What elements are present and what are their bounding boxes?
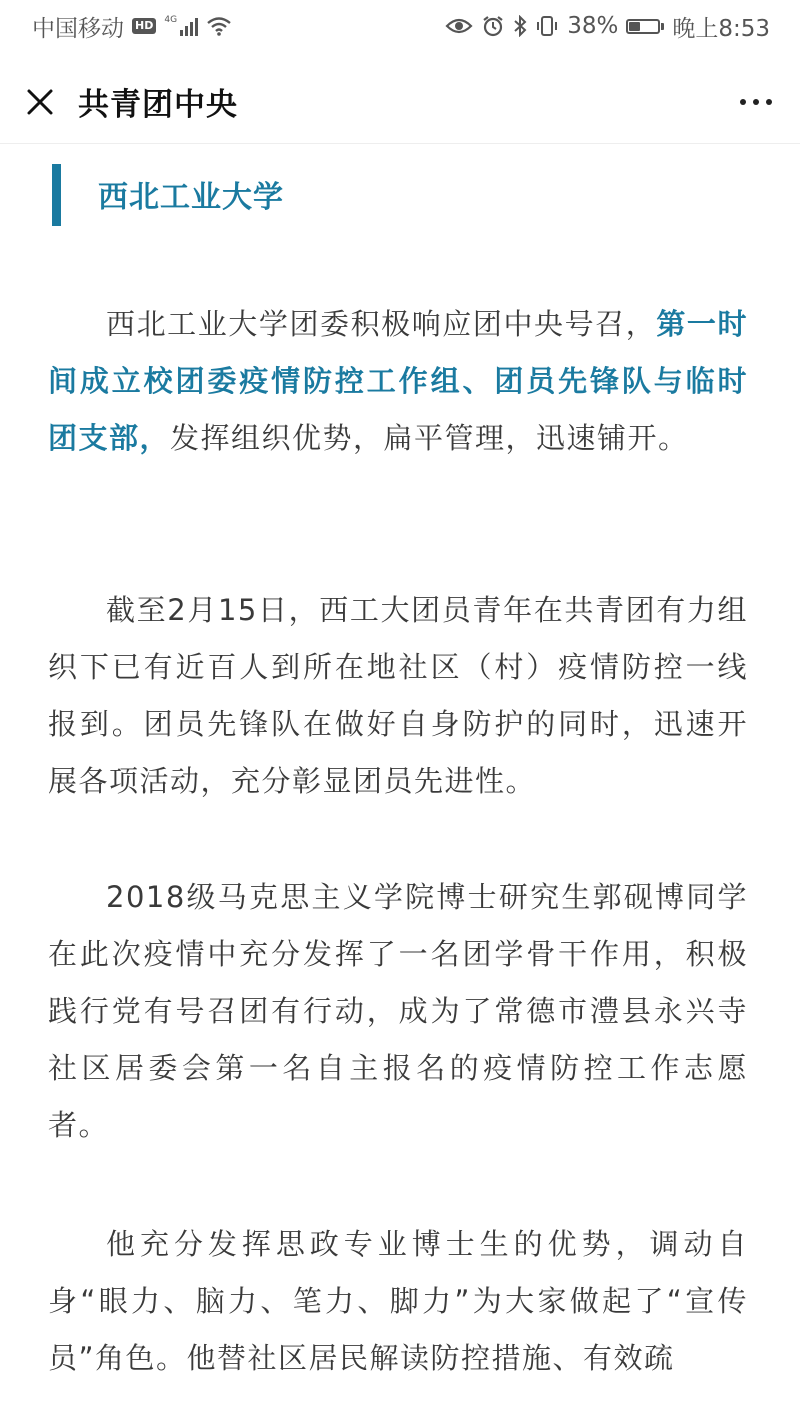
eye-icon xyxy=(445,17,473,35)
signal-icon xyxy=(164,16,198,36)
status-bar-left xyxy=(32,10,232,43)
battery-icon xyxy=(626,19,664,34)
section-header xyxy=(52,150,800,222)
article-paragraph-1 xyxy=(48,296,748,467)
more-icon-dot xyxy=(753,99,759,105)
more-icon-dot xyxy=(766,99,772,105)
carrier-label: 中国移动 xyxy=(32,15,124,42)
more-icon-dot xyxy=(740,99,746,105)
alarm-icon xyxy=(481,15,505,37)
battery-percent-label: 38% xyxy=(567,13,619,39)
article-body xyxy=(0,150,800,222)
nav-bar xyxy=(0,60,800,144)
section-title: 西北工业大学 xyxy=(98,180,284,215)
article-paragraph-3: 2018级马克思主义学院博士研究生郭砚博同学在此次疫情中充分发挥了一名团学骨干作用，积极践行党有号召团有行动，成为了常德市澧县永兴寺社区居委会第一名自主报名的疫情防控工作志愿者。 xyxy=(48,880,748,1142)
vibrate-icon xyxy=(535,15,559,37)
paragraph-1-tail: 发挥组织优势，扁平管理，迅速铺开。 xyxy=(170,421,689,455)
page-title: 共青团中央 xyxy=(78,87,238,123)
close-icon xyxy=(26,88,54,116)
network-type-label: 4G xyxy=(164,15,178,25)
section-accent-bar xyxy=(52,164,61,226)
status-bar xyxy=(0,0,800,52)
close-button[interactable] xyxy=(24,86,56,118)
bluetooth-icon xyxy=(513,15,527,37)
paragraph-1-highlight: 第一时间成立校团委疫情防控工作组、团员先锋队与临时团支部， xyxy=(48,307,748,455)
wifi-icon xyxy=(206,16,232,36)
clock-label: 晚上8:53 xyxy=(672,15,770,42)
status-bar-right xyxy=(445,10,770,43)
paragraph-1-lead: 西北工业大学团委积极响应团中央号召， xyxy=(106,307,657,341)
article-paragraph-2: 截至2月15日，西工大团员青年在共青团有力组织下已有近百人到所在地社区（村）疫情防控一线报到。团员先锋队在做好自身防护的同时，迅速开展各项活动，充分彰显团员先进性。 xyxy=(48,593,748,798)
more-options-button[interactable] xyxy=(740,86,772,118)
hd-badge: HD xyxy=(132,18,156,34)
article-paragraph-4: 他充分发挥思政专业博士生的优势，调动自身“眼力、脑力、笔力、脚力”为大家做起了“宣传员”角色。他替社区居民解读防控措施、有效疏 xyxy=(48,1227,748,1375)
